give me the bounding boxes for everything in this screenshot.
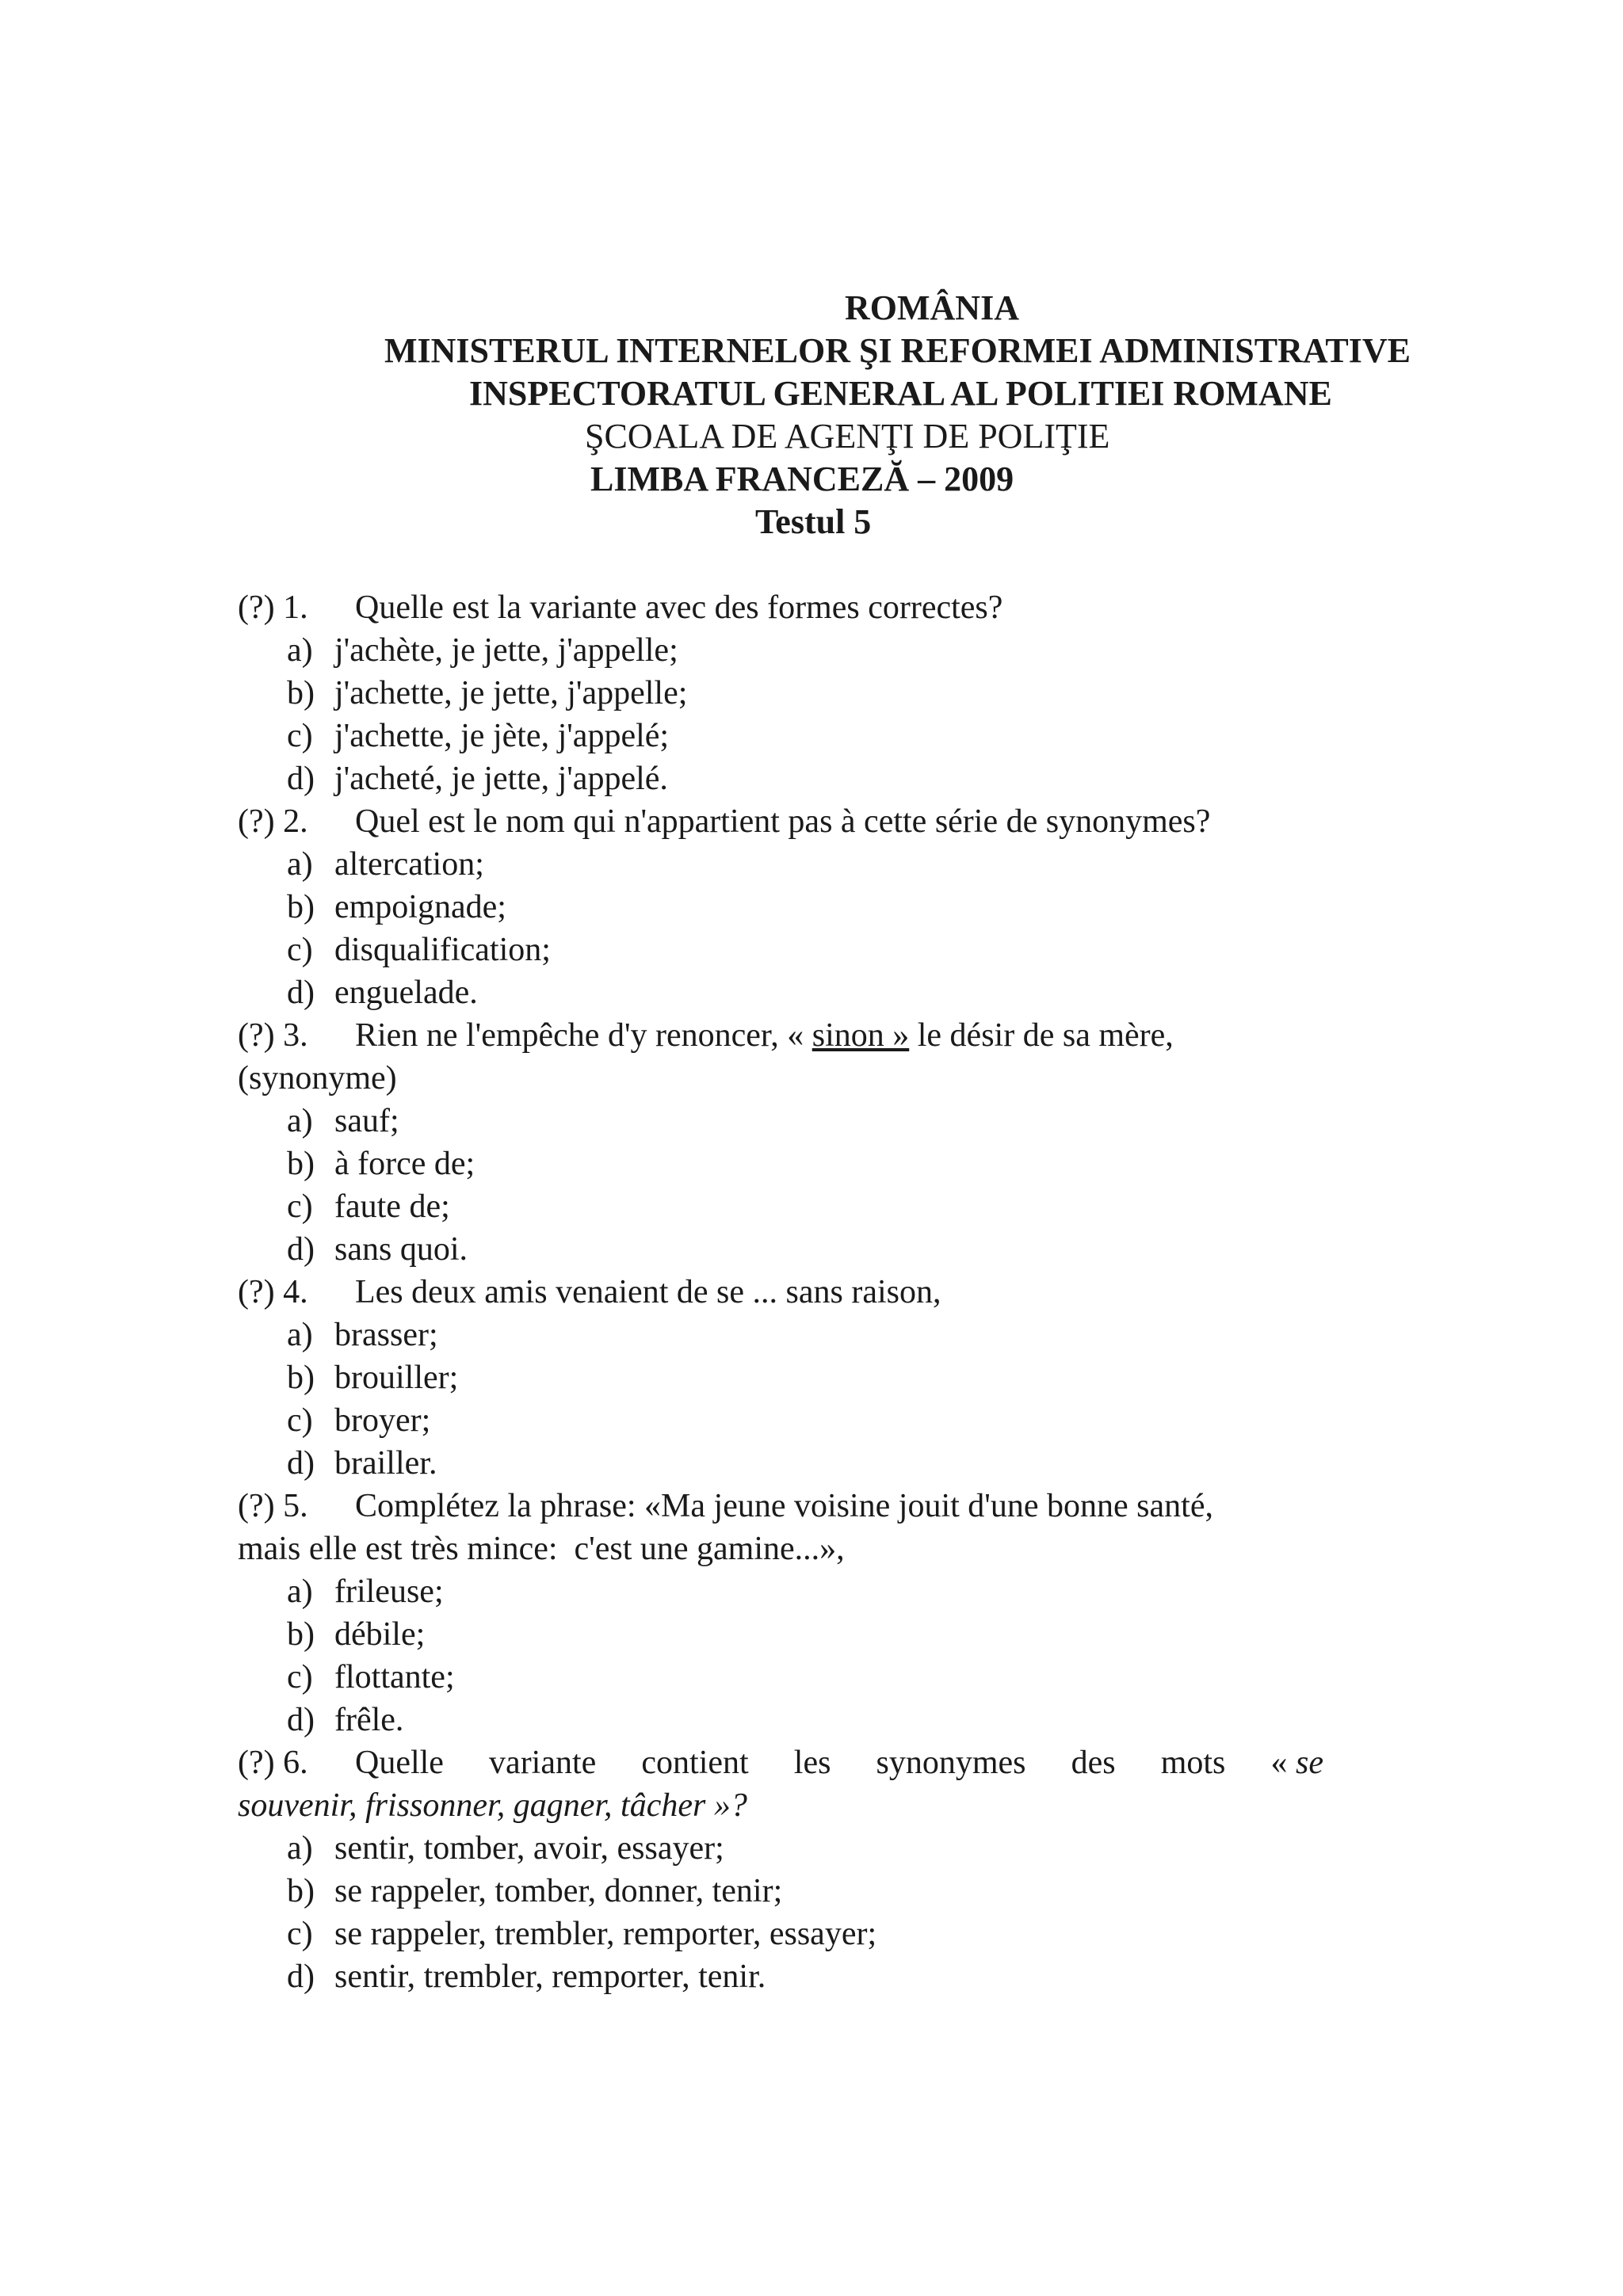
option-3c (238, 1185, 1323, 1228)
option-letter: d) (287, 1445, 315, 1482)
question-marker: (?) 6. (238, 1745, 308, 1781)
option-text: à force de; (334, 1146, 475, 1182)
option-5c (238, 1656, 1323, 1699)
question-marker: (?) 4. (238, 1274, 308, 1310)
option-2a (238, 843, 1323, 886)
question-6-continuation: souvenir, frissonner, gagner, tâcher »? (238, 1787, 747, 1824)
option-2b (238, 886, 1323, 929)
option-letter: d) (287, 1702, 315, 1738)
option-4a (238, 1314, 1323, 1356)
option-letter: b) (287, 1360, 315, 1396)
question-6 (238, 1741, 1323, 1784)
option-letter: b) (287, 1616, 315, 1653)
option-text: flottante; (334, 1659, 455, 1695)
option-letter: b) (287, 1873, 315, 1909)
option-letter: d) (287, 761, 315, 797)
question-4 (238, 1271, 1323, 1314)
option-text: sans quoi. (334, 1231, 468, 1268)
option-text: j'acheté, je jette, j'appelé. (334, 761, 668, 797)
header-subject: LIMBA FRANCEZĂ – 2009 (590, 460, 1014, 498)
option-text: altercation; (334, 846, 484, 883)
option-3d (238, 1228, 1323, 1271)
option-4b (238, 1356, 1323, 1399)
option-text: broyer; (334, 1402, 431, 1439)
option-6c (238, 1913, 1323, 1955)
header-school: ŞCOALA DE AGENŢI DE POLIŢIE (585, 417, 1110, 456)
question-3 (238, 1014, 1323, 1057)
option-1c (238, 715, 1323, 757)
question-5-continuation: mais elle est très mince: c'est une gamine...», (238, 1531, 845, 1567)
option-letter: a) (287, 632, 313, 669)
question-marker: (?) 5. (238, 1488, 308, 1524)
option-letter: c) (287, 1659, 313, 1695)
header-ministry: MINISTERUL INTERNELOR ŞI REFORMEI ADMINISTRATIVE (384, 331, 1411, 370)
question-marker: (?) 1. (238, 589, 308, 626)
question-word: des (1071, 1745, 1116, 1781)
question-2 (238, 800, 1323, 843)
option-1d (238, 757, 1323, 800)
question-word: variante (489, 1745, 597, 1781)
option-2c (238, 929, 1323, 971)
question-text: Complétez la phrase: «Ma jeune voisine jouit d'une bonne santé, (355, 1488, 1213, 1524)
italic-word: se (1296, 1745, 1323, 1781)
option-text: frileuse; (334, 1573, 444, 1610)
question-marker: (?) 3. (238, 1017, 308, 1054)
option-letter: c) (287, 1188, 313, 1225)
option-letter: c) (287, 718, 313, 754)
question-word: Quelle (355, 1745, 444, 1781)
option-letter: a) (287, 1317, 313, 1353)
header-inspectorate: INSPECTORATUL GENERAL AL POLITIEI ROMANE (469, 374, 1332, 413)
option-letter: b) (287, 889, 315, 925)
option-text: brouiller; (334, 1360, 459, 1396)
question-5 (238, 1485, 1323, 1527)
option-letter: c) (287, 1402, 313, 1439)
option-3a (238, 1100, 1323, 1142)
question-text-justified (355, 1741, 1323, 1784)
header-country: ROMÂNIA (845, 288, 1019, 327)
option-text: j'achète, je jette, j'appelle; (334, 632, 678, 669)
question-text-before: Rien ne l'empêche d'y renoncer, « (355, 1017, 812, 1054)
option-letter: c) (287, 932, 313, 968)
option-5b (238, 1613, 1323, 1656)
option-text: j'achette, je jète, j'appelé; (334, 718, 670, 754)
option-text: frêle. (334, 1702, 404, 1738)
question-word-quoted (1271, 1741, 1324, 1784)
option-1b (238, 672, 1323, 715)
option-4d (238, 1442, 1323, 1485)
option-letter: b) (287, 1146, 315, 1182)
question-text-after: le désir de sa mère, (909, 1017, 1174, 1054)
option-text: se rappeler, tomber, donner, tenir; (334, 1873, 783, 1909)
option-text: enguelade. (334, 974, 478, 1011)
option-text: sauf; (334, 1103, 399, 1139)
option-text: empoignade; (334, 889, 506, 925)
option-letter: b) (287, 675, 315, 711)
option-5d (238, 1699, 1323, 1741)
option-6b (238, 1870, 1323, 1913)
option-5a (238, 1570, 1323, 1613)
question-word: les (793, 1745, 831, 1781)
option-text: sentir, trembler, remporter, tenir. (334, 1958, 766, 1995)
option-4c (238, 1399, 1323, 1442)
option-letter: a) (287, 1573, 313, 1610)
option-text: j'achette, je jette, j'appelle; (334, 675, 688, 711)
option-letter: a) (287, 846, 313, 883)
question-1 (238, 586, 1323, 629)
option-text: se rappeler, trembler, remporter, essayer; (334, 1916, 877, 1952)
option-1a (238, 629, 1323, 672)
option-3b (238, 1142, 1323, 1185)
header-test: Testul 5 (755, 502, 872, 541)
option-text: brasser; (334, 1317, 438, 1353)
option-text: brailler. (334, 1445, 437, 1482)
option-text: disqualification; (334, 932, 551, 968)
option-6a (238, 1827, 1323, 1870)
option-letter: a) (287, 1830, 313, 1867)
option-text: débile; (334, 1616, 426, 1653)
question-marker: (?) 2. (238, 803, 308, 840)
question-text: Quelle est la variante avec des formes correctes? (355, 589, 1003, 626)
option-6d (238, 1955, 1323, 1998)
question-underlined-word: sinon » (812, 1017, 910, 1054)
option-letter: d) (287, 974, 315, 1011)
question-word: contient (641, 1745, 749, 1781)
question-text: Quel est le nom qui n'appartient pas à cette série de synonymes? (355, 803, 1211, 840)
option-2d (238, 971, 1323, 1014)
question-word: synonymes (876, 1745, 1026, 1781)
question-word: mots (1160, 1745, 1226, 1781)
option-letter: c) (287, 1916, 313, 1952)
question-list (238, 586, 1323, 1998)
question-3-continuation: (synonyme) (238, 1060, 397, 1097)
option-text: sentir, tomber, avoir, essayer; (334, 1830, 724, 1867)
open-quote: « (1270, 1745, 1288, 1781)
option-letter: a) (287, 1103, 313, 1139)
option-text: faute de; (334, 1188, 450, 1225)
option-letter: d) (287, 1231, 315, 1268)
question-text: Les deux amis venaient de se ... sans raison, (355, 1274, 941, 1310)
option-letter: d) (287, 1958, 315, 1995)
